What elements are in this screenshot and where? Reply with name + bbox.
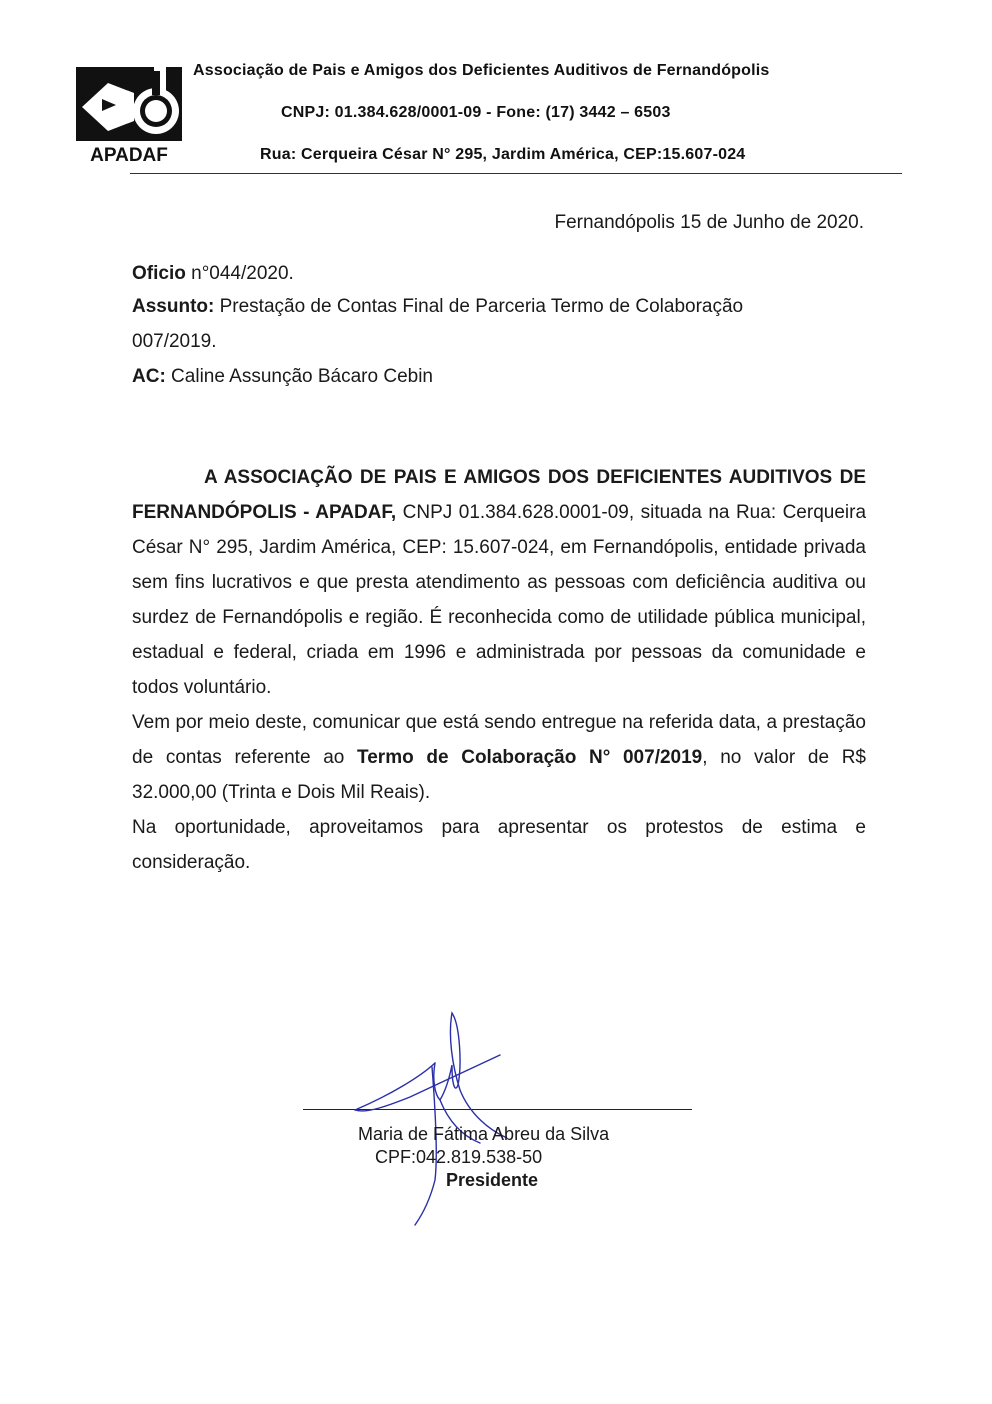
body-p2-after: , no valor de R$ 32.000,00 (Trinta e Dois Mil Reais). (132, 747, 866, 803)
body-p2-bold: Termo de Colaboração N° 007/2019 (357, 747, 703, 768)
org-cnpj-phone: CNPJ: 01.384.628/0001-09 - Fone: (17) 3442 – 6503 (281, 104, 671, 121)
oficio-line (132, 263, 294, 285)
body-paragraph-2 (132, 705, 866, 810)
ac-label: AC: (132, 366, 166, 387)
body-paragraph-3: Na oportunidade, aproveitamos para apresentar os protestos de estima e consideração. (132, 817, 866, 873)
ac-value: Caline Assunção Bácaro Cebin (165, 366, 433, 387)
org-name: Associação de Pais e Amigos dos Deficientes Auditivos de Fernandópolis (193, 62, 770, 79)
header-divider (130, 173, 902, 174)
assunto-line (132, 296, 743, 318)
oficio-label: Oficio (132, 263, 186, 284)
body-paragraph-1 (132, 460, 866, 705)
org-address: Rua: Cerqueira César N° 295, Jardim América, CEP:15.607-024 (260, 146, 746, 163)
signatory-cpf: CPF:042.819.538-50 (375, 1147, 543, 1167)
body-p1-bold: A ASSOCIAÇÃO DE PAIS E AMIGOS DOS DEFICIENTES AUDITIVOS DE FERNANDÓPOLIS - APADAF, (132, 467, 866, 523)
handwritten-signature (340, 1005, 543, 1230)
apadaf-logo (72, 63, 186, 165)
assunto-value: Prestação de Contas Final de Parceria Termo de Colaboração (214, 296, 744, 317)
body-p1-text: CNPJ 01.384.628.0001-09, situada na Rua: Cerqueira César N° 295, Jardim América, CEP: 15.607-024, em Fernandópolis, entidade privada sem fins lucrativos e que presta atendimento as pessoas com deficiência auditiva ou surdez de Fernandópolis e região. É reconhecida como de utilidade pública municipal, estadual e federal, criada em 1996 e administrada por pessoas da comunidade e todos voluntário. (132, 502, 867, 698)
signatory-role: Presidente (446, 1170, 539, 1190)
assunto-label: Assunto: (132, 296, 215, 317)
assunto-line-2: 007/2019. (132, 331, 217, 352)
signatory-name: Maria de Fátima Abreu da Silva (358, 1124, 610, 1144)
letter-date: Fernandópolis 15 de Junho de 2020. (554, 212, 864, 233)
oficio-value: n°044/2020. (185, 263, 294, 284)
ac-line (132, 366, 433, 388)
body-p2-before: Vem por meio deste, comunicar que está sendo entregue na referida data, a prestação de contas referente ao (132, 712, 866, 768)
logo-text: APADAF (90, 145, 168, 165)
letter-body (132, 460, 866, 880)
